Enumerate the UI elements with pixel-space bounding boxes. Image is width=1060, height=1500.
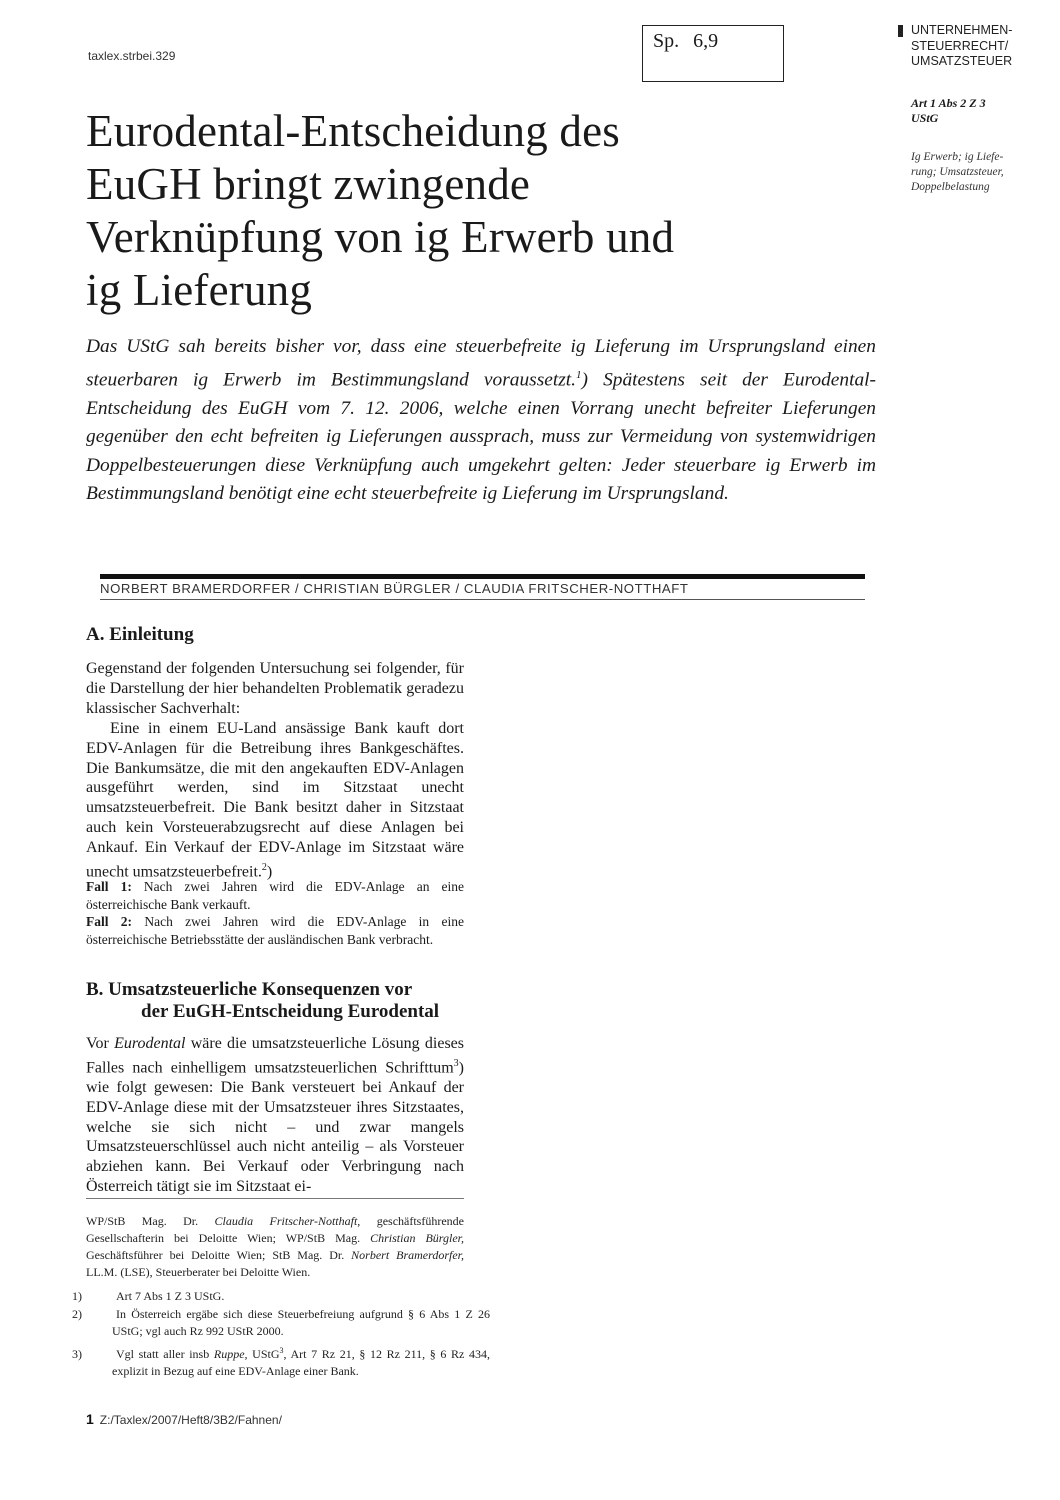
heading-line: der EuGH-Entscheidung Eurodental [141, 1001, 440, 1022]
rubric-line: STEUERRECHT/ [911, 38, 1009, 53]
keywords-line: rung; Umsatzsteuer, [911, 166, 1004, 178]
body-paragraph: Gegenstand der folgenden Untersuchung sei folgender, für die Darstellung der hier behandelten Problematik geradezu klassischer Sachverhalt: [86, 660, 464, 717]
rubric [898, 23, 1028, 70]
note-text: WP/StB Mag. Dr. [86, 1214, 215, 1228]
article-title [86, 105, 876, 317]
footnote-ref[interactable]: 2 [261, 861, 267, 873]
law-reference-line: Art 1 Abs 2 Z 3 [911, 96, 986, 110]
note-text: Geschäftsführer bei Deloitte Wien; StB Mag. Dr. [86, 1248, 352, 1262]
document-reference-code: taxlex.strbei.329 [88, 49, 176, 63]
footnote-number: 1) [72, 1289, 82, 1303]
footnote-text: UStG [247, 1347, 280, 1361]
case-1 [86, 878, 464, 914]
title-line: ig Lieferung [86, 265, 313, 315]
case-2 [86, 913, 464, 949]
note-text: geschäftsführende Gesellschafterin bei Deloitte Wien; WP/StB Mag. [86, 1214, 464, 1245]
footnote-text: Vgl statt aller insb [116, 1347, 214, 1361]
cited-author: Ruppe, [213, 1347, 248, 1361]
body-paragraph [86, 1034, 464, 1197]
footnote-number: 2) [72, 1307, 82, 1321]
body-text: Eine in einem EU-Land ansässige Bank kauft dort EDV-Anlagen für die Betreibung ihres Bankgeschäftes. Die Bankumsätze, die mit den angekauften EDV-Anlagen ausgeführt werden, sind im Sitzstaat unecht umsatzsteuerbefreit. Die Bank besitzt daher in Sitzstaat auch kein Vorsteuerabzugsrecht auf diese Anlagen bei Ankauf. Ein Verkauf der EDV-Anlage im Sitzstaat wäre unecht umsatzsteuerbefreit. [86, 720, 464, 880]
case-name: Eurodental [114, 1035, 186, 1052]
column-marker-box [642, 25, 784, 82]
heading-line: B. Umsatzsteuerliche Konsequenzen vor [86, 979, 413, 1000]
section-heading-b [86, 979, 464, 1023]
author-rule-bottom [100, 599, 865, 600]
body-paragraph [86, 719, 464, 882]
keywords-line: Doppelbelastung [911, 181, 990, 193]
author-name: Christian Bürgler, [370, 1231, 465, 1245]
author-line: NORBERT BRAMERDORFER / CHRISTIAN BÜRGLER / CLAUDIA FRITSCHER-NOTTHAFT [100, 581, 689, 596]
lead-text: ) Spätestens seit der Eurodental-Entscheidung des EuGH vom 7. 12. 2006, welche einen Vorrang unecht befreiter Lieferungen gegenüber den echt befreiten ig Lieferungen aussprach, muss zur Vermeidung von systemwidrigen Doppelbesteuerungen diese Verknüpfung auch umgekehrt gelten: Jeder steuerbare ig Erwerb im Bestimmungsland benötigt eine echt steuerbefreite ig Lieferung im Ursprungsland. [86, 369, 876, 504]
footnote-3 [72, 1342, 490, 1380]
keywords [911, 150, 1031, 195]
title-line: Verknüpfung von ig Erwerb und [86, 212, 675, 262]
case-label: Fall 1: [86, 879, 132, 894]
file-path: Z:/Taxlex/2007/Heft8/3B2/Fahnen/ [99, 1413, 282, 1427]
footnote-text: In Österreich ergäbe sich diese Steuerbefreiung aufgrund § 6 Abs 1 Z 26 UStG; vgl auch Rz 992 UStR 2000. [112, 1307, 490, 1338]
title-line: Eurodental-Entscheidung des [86, 106, 620, 156]
author-note [86, 1213, 464, 1281]
case-text: Nach zwei Jahren wird die EDV-Anlage in eine österreichische Betriebsstätte der ausländischen Bank verbracht. [86, 914, 464, 947]
section-heading-a: A. Einleitung [86, 624, 194, 645]
column-marker-label: Sp. [653, 30, 680, 52]
law-reference-line: UStG [911, 111, 939, 125]
rubric-line: UMSATZSTEUER [911, 54, 1013, 68]
footnote-number: 3) [72, 1347, 82, 1361]
body-text: Vor [86, 1035, 115, 1052]
page-footer [86, 1411, 282, 1427]
body-text: ) wie folgt gewesen: Die Bank versteuert bei Ankauf der EDV-Anlage diese mit der Umsatzsteuer ihres Sitzstaates, welche sie sich nicht – und zwar mangels Umsatzsteuerschlüssel auch nicht anteilig – als Vorsteuer abziehen kann. Bei Verkauf oder Verbringung nach Österreich tätigt sie im Sitzstaat ei- [86, 1059, 464, 1195]
case-label: Fall 2: [86, 914, 133, 929]
keywords-line: Ig Erwerb; ig Liefe- [911, 151, 1004, 163]
author-name: Norbert Bramerdorfer, [351, 1248, 465, 1262]
footnote-separator [86, 1198, 464, 1199]
law-reference [911, 96, 1031, 126]
body-text: ) [266, 862, 273, 880]
footnote-2 [72, 1306, 490, 1340]
lead-text: Das UStG sah bereits bisher vor, dass eine steuerbefreite ig Lieferung im Ursprungsland einen steuerbaren ig Erwerb im Bestimmungsland voraussetzt. [86, 336, 876, 391]
footnote-ref[interactable]: 3 [453, 1057, 459, 1069]
page-number: 1 [86, 1411, 94, 1427]
column-marker-value: 6,9 [693, 30, 719, 52]
footnote-ref[interactable]: 1 [576, 369, 582, 382]
rubric-line: UNTERNEHMEN- [911, 23, 1013, 37]
footnote-text: , Art 7 Rz 21, § 12 Rz 211, § 6 Rz 434, explizit in Bezug auf eine EDV-Anlage einer Bank. [112, 1347, 490, 1378]
body-text: wäre die umsatzsteuerliche Lösung dieses Falles nach einhelligem umsatzsteuerlichen Schrifttum [86, 1035, 464, 1077]
author-name: Claudia Fritscher-Notthaft, [214, 1214, 361, 1228]
author-rule-top [100, 574, 865, 579]
edition-number: 3 [279, 1346, 284, 1355]
title-line: EuGH bringt zwingende [86, 159, 531, 209]
lead-paragraph [86, 333, 876, 508]
case-text: Nach zwei Jahren wird die EDV-Anlage an eine österreichische Bank verkauft. [86, 879, 464, 912]
footnote-1 [72, 1288, 490, 1305]
footnote-text: Art 7 Abs 1 Z 3 UStG. [116, 1289, 225, 1303]
note-text: LL.M. (LSE), Steuerberater bei Deloitte Wien. [86, 1265, 311, 1279]
